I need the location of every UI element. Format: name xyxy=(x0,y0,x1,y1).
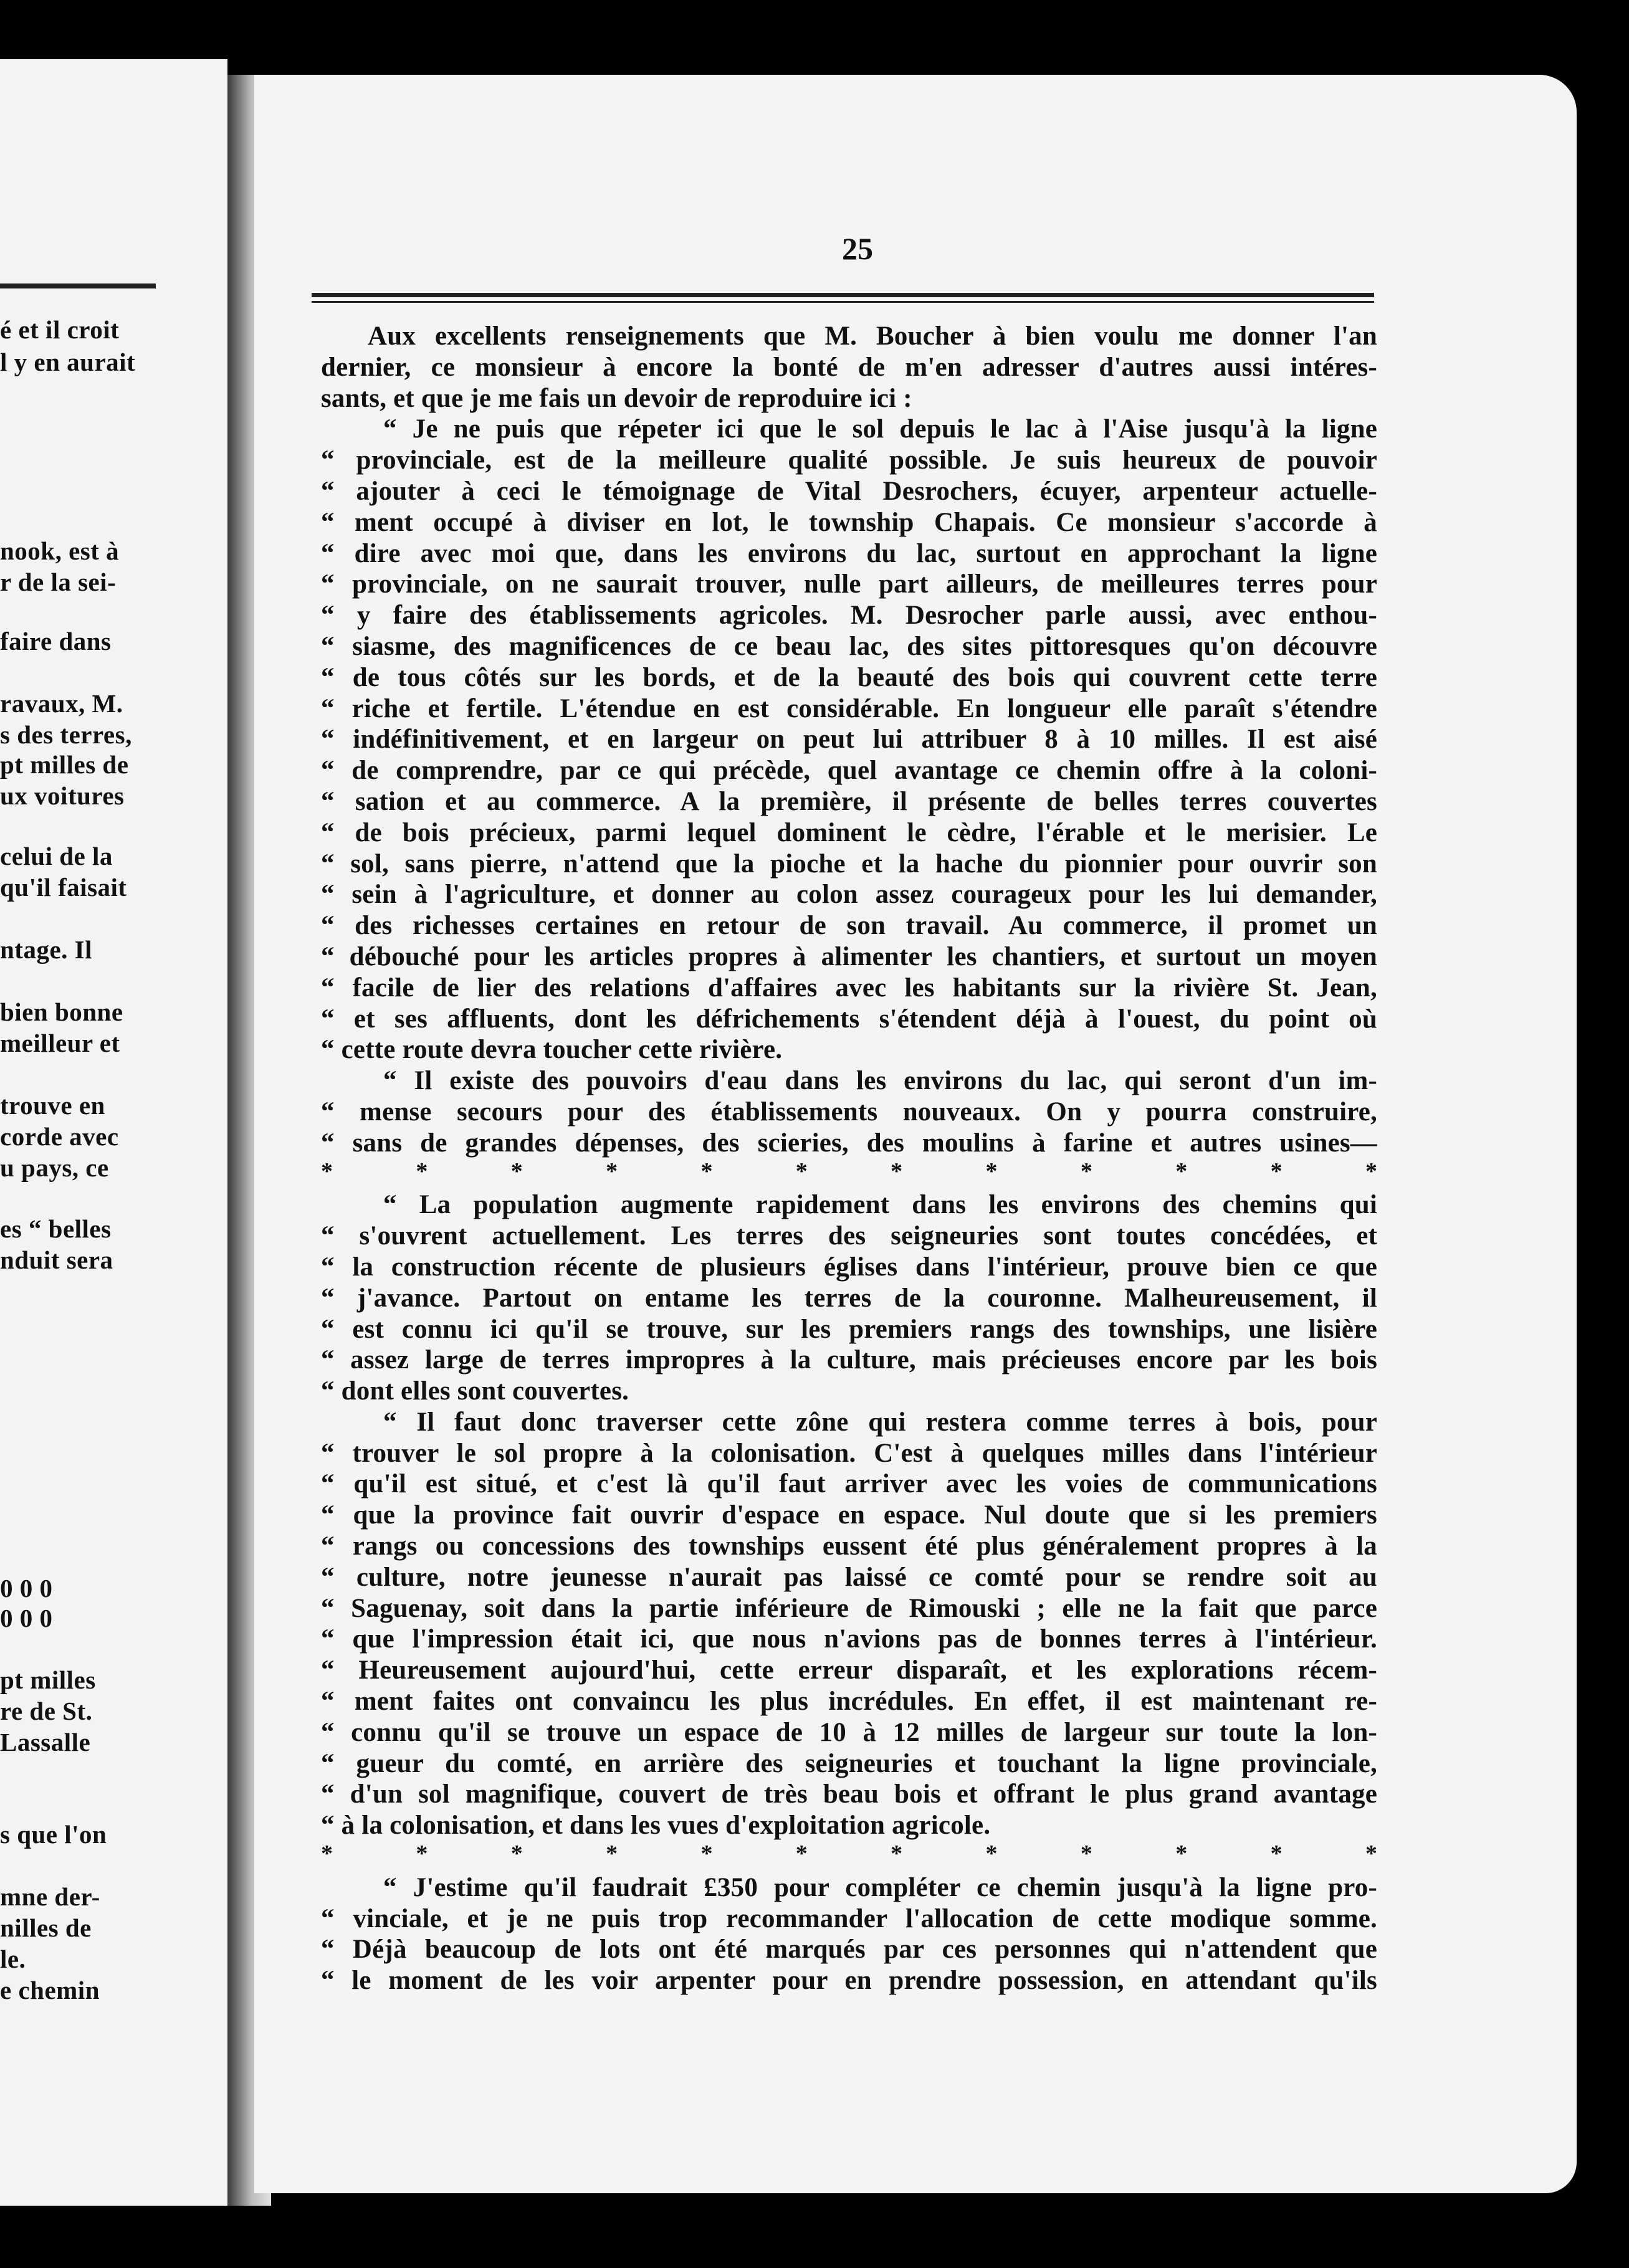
text-line: “ culture, notre jeunesse n'aurait pas laissé ce comté pour se rendre soit au xyxy=(321,1562,1377,1592)
text-line: dernier, ce monsieur à encore la bonté de m'en adresser d'autres aussi intéres- xyxy=(321,352,1377,382)
left-fragment: faire dans xyxy=(0,627,112,655)
text-line: “ assez large de terres impropres à la culture, mais précieuses encore par les bois xyxy=(321,1345,1377,1375)
text-line: “ ment occupé à diviser en lot, le township Chapais. Ce monsieur s'accorde à xyxy=(321,507,1377,537)
star: * xyxy=(891,1158,903,1184)
text-line: “ et ses affluents, dont les défrichements s'étendent déjà à l'ouest, du point où xyxy=(321,1004,1377,1034)
star: * xyxy=(985,1158,998,1184)
text-line: “ provinciale, est de la meilleure qualité possible. Je suis heureux de pouvoir xyxy=(321,446,1377,475)
left-fragment: nook, est à xyxy=(0,536,120,565)
text-line: “ Saguenay, soit dans la partie inférieure de Rimouski ; elle ne la fait que parce xyxy=(321,1593,1377,1623)
left-page-rule xyxy=(0,284,156,288)
text-line: “ débouché pour les articles propres à alimenter les chantiers, et surtout un moyen xyxy=(321,941,1377,971)
star: * xyxy=(795,1158,808,1184)
star: * xyxy=(1365,1158,1377,1184)
star: * xyxy=(700,1158,713,1184)
text-line: “ sation et au commerce. A la première, il présente de belles terres couvertes xyxy=(321,786,1377,816)
text-line: “ trouver le sol propre à la colonisation. C'est à quelques milles dans l'intérieur xyxy=(321,1438,1377,1468)
text-line: “ gueur du comté, en arrière des seigneuries et touchant la ligne provinciale, xyxy=(321,1748,1377,1778)
text-line: “ riche et fertile. L'étendue en est considérable. En longueur elle paraît s'étendre xyxy=(321,693,1377,723)
text-line: “ la construction récente de plusieurs églises dans l'intérieur, prouve bien ce que xyxy=(321,1252,1377,1282)
left-fragment: qu'il faisait xyxy=(0,873,127,902)
text-line: “ La population augmente rapidement dans les environs des chemins qui xyxy=(383,1190,1377,1220)
left-fragment: pt milles xyxy=(0,1665,96,1694)
star: * xyxy=(1080,1158,1092,1184)
left-fragment: e chemin xyxy=(0,1976,100,2004)
text-line: “ sol, sans pierre, n'attend que la pioche et la hache du pionnier pour ouvrir son xyxy=(321,849,1377,879)
text-line: “ dire avec moi que, dans les environs du lac, surtout en approchant la ligne xyxy=(321,538,1377,568)
star: * xyxy=(416,1841,428,1867)
star: * xyxy=(606,1841,618,1867)
text-line: “ sein à l'agriculture, et donner au colon assez courageux pour les lui demander, xyxy=(321,880,1377,910)
text-line: “ Il existe des pouvoirs d'eau dans les environs du lac, qui seront d'un im- xyxy=(383,1066,1377,1096)
text-line: “ de tous côtés sur les bords, et de la beauté des bois qui couvrent cette terre xyxy=(321,662,1377,692)
left-fragment: celui de la xyxy=(0,842,113,870)
text-line: “ Il faut donc traverser cette zône qui restera comme terres à bois, pour xyxy=(383,1407,1377,1437)
text-line: “ à la colonisation, et dans les vues d'exploitation agricole. xyxy=(321,1811,991,1841)
text-line: “ est connu ici qu'il se trouve, sur les premiers rangs des townships, une lisière xyxy=(321,1314,1377,1344)
page-number: 25 xyxy=(842,231,873,266)
left-fragment: bien bonne xyxy=(0,998,123,1026)
text-line: Aux excellents renseignements que M. Boucher à bien voulu me donner l'an xyxy=(368,322,1377,351)
left-fragment: é et il croit xyxy=(0,315,120,344)
left-fragment: nilles de xyxy=(0,1913,92,1942)
text-line: “ provinciale, on ne saurait trouver, nulle part ailleurs, de meilleures terres pour xyxy=(321,569,1377,599)
left-fragment: re de St. xyxy=(0,1697,93,1725)
star: * xyxy=(606,1158,618,1184)
star: * xyxy=(700,1841,713,1867)
star: * xyxy=(1175,1158,1188,1184)
text-line: “ qu'il est situé, et c'est là qu'il faut arriver avec les voies de communications xyxy=(321,1469,1377,1499)
text-line: “ j'avance. Partout on entame les terres de la couronne. Malheureusement, il xyxy=(321,1283,1377,1313)
text-line: “ s'ouvrent actuellement. Les terres des seigneuries sont toutes concédées, et xyxy=(321,1221,1377,1251)
text-line: “ siasme, des magnificences de ce beau lac, des sites pittoresques qu'on découvre xyxy=(321,631,1377,661)
text-line: “ de comprendre, par ce qui précède, quel avantage ce chemin offre à la coloni- xyxy=(321,756,1377,786)
star: * xyxy=(1270,1841,1283,1867)
left-fragment: 0 0 0 xyxy=(0,1604,53,1632)
text-line: “ indéfinitivement, et en largeur on peut lui attribuer 8 à 10 milles. Il est aisé xyxy=(321,725,1377,755)
text-line: “ J'estime qu'il faudrait £350 pour compléter ce chemin jusqu'à la ligne pro- xyxy=(383,1872,1377,1902)
left-fragment: corde avec xyxy=(0,1122,119,1151)
left-fragment: nduit sera xyxy=(0,1246,113,1274)
star: * xyxy=(1365,1841,1377,1867)
text-line: “ de bois précieux, parmi lequel dominent le cèdre, l'érable et le merisier. Le xyxy=(321,817,1377,847)
text-line: “ ajouter à ceci le témoignage de Vital Desrochers, écuyer, arpenteur actuelle- xyxy=(321,476,1377,506)
star: * xyxy=(321,1841,333,1867)
star: * xyxy=(510,1158,523,1184)
text-line: “ vinciale, et je ne puis trop recommander l'allocation de cette modique somme. xyxy=(321,1904,1377,1933)
left-fragment: r de la sei- xyxy=(0,568,117,596)
text-line: “ que la province fait ouvrir d'espace en espace. Nul doute que si les premiers xyxy=(321,1500,1377,1530)
text-line: “ sans de grandes dépenses, des scieries, des moulins à farine et autres usines— xyxy=(321,1128,1377,1158)
left-fragment: ravaux, M. xyxy=(0,689,123,718)
left-page xyxy=(0,59,227,2206)
text-line: “ Heureusement aujourd'hui, cette erreur disparaît, et les explorations récem- xyxy=(321,1656,1377,1685)
text-line: “ d'un sol magnifique, couvert de très beau bois et offrant le plus grand avantage xyxy=(321,1780,1377,1809)
text-line: “ facile de lier des relations d'affaires avec les habitants sur la rivière St. Jean, xyxy=(321,973,1377,1003)
text-line: sants, et que je me fais un devoir de reproduire ici : xyxy=(321,383,912,413)
left-fragment: ntage. Il xyxy=(0,935,92,964)
star: * xyxy=(321,1158,333,1184)
text-line: “ ment faites ont convaincu les plus incrédules. En effet, il est maintenant re- xyxy=(321,1687,1377,1717)
left-fragment: es “ belles xyxy=(0,1214,112,1243)
text-line: “ dont elles sont couvertes. xyxy=(321,1376,629,1406)
left-fragment: ux voitures xyxy=(0,781,125,810)
star: * xyxy=(1175,1841,1188,1867)
text-line: “ y faire des établissements agricoles. M. Desrocher parle aussi, avec enthou- xyxy=(321,601,1377,631)
text-line: “ le moment de les voir arpenter pour en prendre possession, en attendant qu'ils xyxy=(321,1966,1377,1996)
text-line: “ des richesses certaines en retour de son travail. Au commerce, il promet un xyxy=(321,911,1377,941)
star: * xyxy=(1080,1841,1092,1867)
text-line: “ que l'impression était ici, que nous n'avions pas de bonnes terres à l'intérieur. xyxy=(321,1624,1377,1654)
left-fragment: u pays, ce xyxy=(0,1153,109,1182)
left-fragment: Lassalle xyxy=(0,1728,91,1756)
header-rule xyxy=(312,293,1374,297)
text-line: “ connu qu'il se trouve un espace de 10 à 12 milles de largeur sur toute la lon- xyxy=(321,1717,1377,1747)
star: * xyxy=(795,1841,808,1867)
left-fragment: trouve en xyxy=(0,1091,105,1120)
left-fragment: 0 0 0 xyxy=(0,1574,53,1603)
left-fragment: meilleur et xyxy=(0,1029,120,1057)
text-line: “ mense secours pour des établissements nouveaux. On y pourra construire, xyxy=(321,1097,1377,1127)
star: * xyxy=(416,1158,428,1184)
left-fragment: le. xyxy=(0,1945,26,1973)
star: * xyxy=(1270,1158,1283,1184)
text-line: “ Je ne puis que répeter ici que le sol depuis le lac à l'Aise jusqu'à la ligne xyxy=(383,414,1377,444)
text-line: “ cette route devra toucher cette rivière. xyxy=(321,1035,783,1065)
ellipsis-stars xyxy=(321,1159,1377,1190)
header-rule-thin xyxy=(312,301,1374,303)
left-fragment: pt milles de xyxy=(0,750,129,779)
text-line: “ Déjà beaucoup de lots ont été marqués par ces personnes qui n'attendent que xyxy=(321,1935,1377,1965)
page-body xyxy=(321,321,1377,1996)
ellipsis-stars xyxy=(321,1841,1377,1872)
star: * xyxy=(510,1841,523,1867)
star: * xyxy=(985,1841,998,1867)
text-line: “ rangs ou concessions des townships eussent été plus généralement propres à la xyxy=(321,1532,1377,1561)
left-fragment: l y en aurait xyxy=(0,348,136,376)
star: * xyxy=(891,1841,903,1867)
left-fragment: s des terres, xyxy=(0,720,132,749)
left-fragment: s que l'on xyxy=(0,1820,107,1849)
left-fragment: mne der- xyxy=(0,1882,100,1911)
